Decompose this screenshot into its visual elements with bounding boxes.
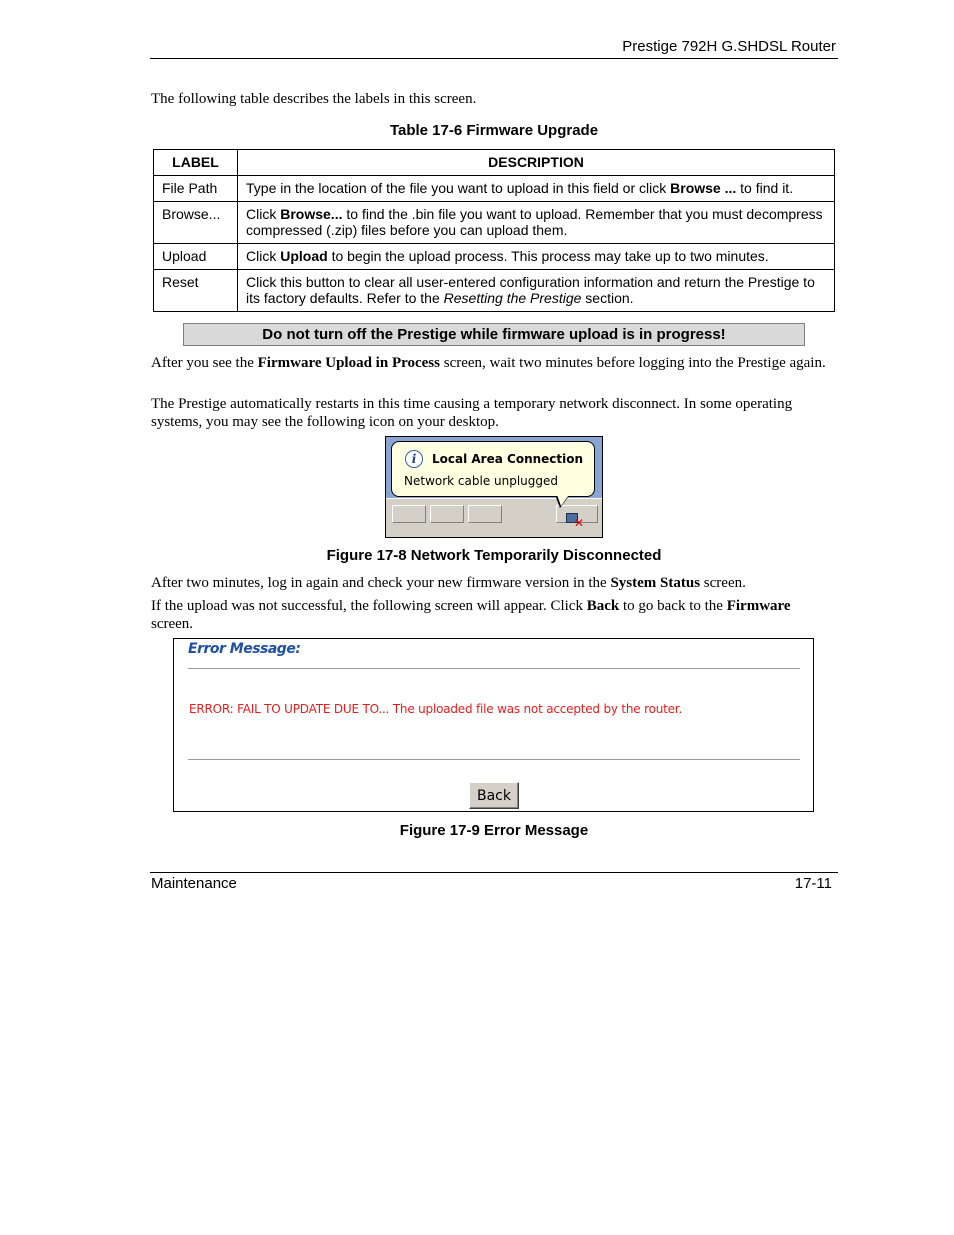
paragraph-restart: The Prestige automatically restarts in this time causing a temporary network disconnect. In some operating systems, you may see the following icon on your desktop. xyxy=(151,396,793,430)
desc-bold: Upload xyxy=(280,248,328,264)
table-header-row xyxy=(154,150,835,176)
paragraph-after-upload xyxy=(151,354,831,372)
paragraph-check-status xyxy=(151,574,831,592)
page-header-title: Prestige 792H G.SHDSL Router xyxy=(622,38,836,55)
table-row xyxy=(154,270,835,312)
notification-balloon[interactable] xyxy=(391,441,595,497)
row-description xyxy=(238,270,835,312)
firmware-upgrade-table xyxy=(153,149,835,312)
desc-text: to begin the upload process. This process may take up to two minutes. xyxy=(327,248,769,264)
divider xyxy=(188,759,800,761)
divider xyxy=(188,668,800,670)
error-title: Error Message: xyxy=(188,641,301,657)
para-text: screen. xyxy=(151,616,194,632)
para-text: screen, wait two minutes before logging into the Prestige again. xyxy=(439,355,826,371)
para-bold: Back xyxy=(586,598,620,614)
para-text: After you see the xyxy=(151,355,258,371)
balloon-tail-fill xyxy=(556,492,571,506)
balloon-title: Local Area Connection xyxy=(432,452,584,466)
desc-text: to find the .bin file you want to upload. Remember that you must decompress compressed (.zip) files before you can upload them. xyxy=(246,206,823,238)
row-description xyxy=(238,176,835,202)
row-label: Upload xyxy=(154,244,238,270)
table-row xyxy=(154,176,835,202)
table-header-label: LABEL xyxy=(154,150,238,176)
footer-section-name: Maintenance xyxy=(151,875,237,892)
figure-caption-error: Figure 17-9 Error Message xyxy=(399,822,589,839)
para-text: If the upload was not successful, the following screen will appear. Click xyxy=(151,598,587,614)
taskbar-button xyxy=(468,505,502,523)
row-label: File Path xyxy=(154,176,238,202)
row-label: Browse... xyxy=(154,202,238,244)
balloon-text: Network cable unplugged xyxy=(404,474,559,488)
footer-rule xyxy=(150,872,838,873)
desc-bold: Browse... xyxy=(280,206,343,222)
desc-text: to find it. xyxy=(736,180,794,196)
table-row xyxy=(154,244,835,270)
para-text: After two minutes, log in again and check your new firmware version in the xyxy=(151,575,611,591)
warning-banner: Do not turn off the Prestige while firmware upload is in progress! xyxy=(183,323,805,346)
desc-text: section. xyxy=(581,290,634,306)
desc-bold: Browse ... xyxy=(670,180,737,196)
taskbar-button xyxy=(392,505,426,523)
para-text: screen. xyxy=(700,575,746,591)
row-description xyxy=(238,202,835,244)
para-bold: System Status xyxy=(610,575,701,591)
desc-text: Click xyxy=(246,248,281,264)
para-text: to go back to the xyxy=(619,598,727,614)
figure-caption-disconnected: Figure 17-8 Network Temporarily Disconnected xyxy=(326,547,662,564)
table-row xyxy=(154,202,835,244)
desc-text: Type in the location of the file you want to upload in this field or click xyxy=(246,180,671,196)
footer-page-number: 17-11 xyxy=(794,875,832,892)
desc-italic: Resetting the Prestige xyxy=(443,290,582,306)
para-bold: Firmware xyxy=(726,598,791,614)
table-caption: Table 17-6 Firmware Upgrade xyxy=(389,122,599,139)
header-rule xyxy=(150,58,838,59)
disconnected-x-icon: ✕ xyxy=(574,516,585,530)
taskbar-button xyxy=(430,505,464,523)
error-message-figure xyxy=(173,638,814,812)
back-button[interactable]: Back xyxy=(469,782,519,809)
tray-notification-figure xyxy=(385,436,603,538)
error-text: ERROR: FAIL TO UPDATE DUE TO... The uploaded file was not accepted by the router. xyxy=(189,702,683,716)
desc-text: Click xyxy=(246,206,281,222)
row-label: Reset xyxy=(154,270,238,312)
row-description xyxy=(238,244,835,270)
info-icon: i xyxy=(405,450,423,468)
desc-text: Click this button to clear all user-entered configuration information and return the Prestige to its factory defaults. Refer to the xyxy=(246,274,815,306)
intro-paragraph: The following table describes the labels in this screen. xyxy=(151,91,477,107)
paragraph-upload-failed xyxy=(151,597,831,633)
table-header-description: DESCRIPTION xyxy=(238,150,835,176)
para-bold: Firmware Upload in Process xyxy=(257,355,440,371)
